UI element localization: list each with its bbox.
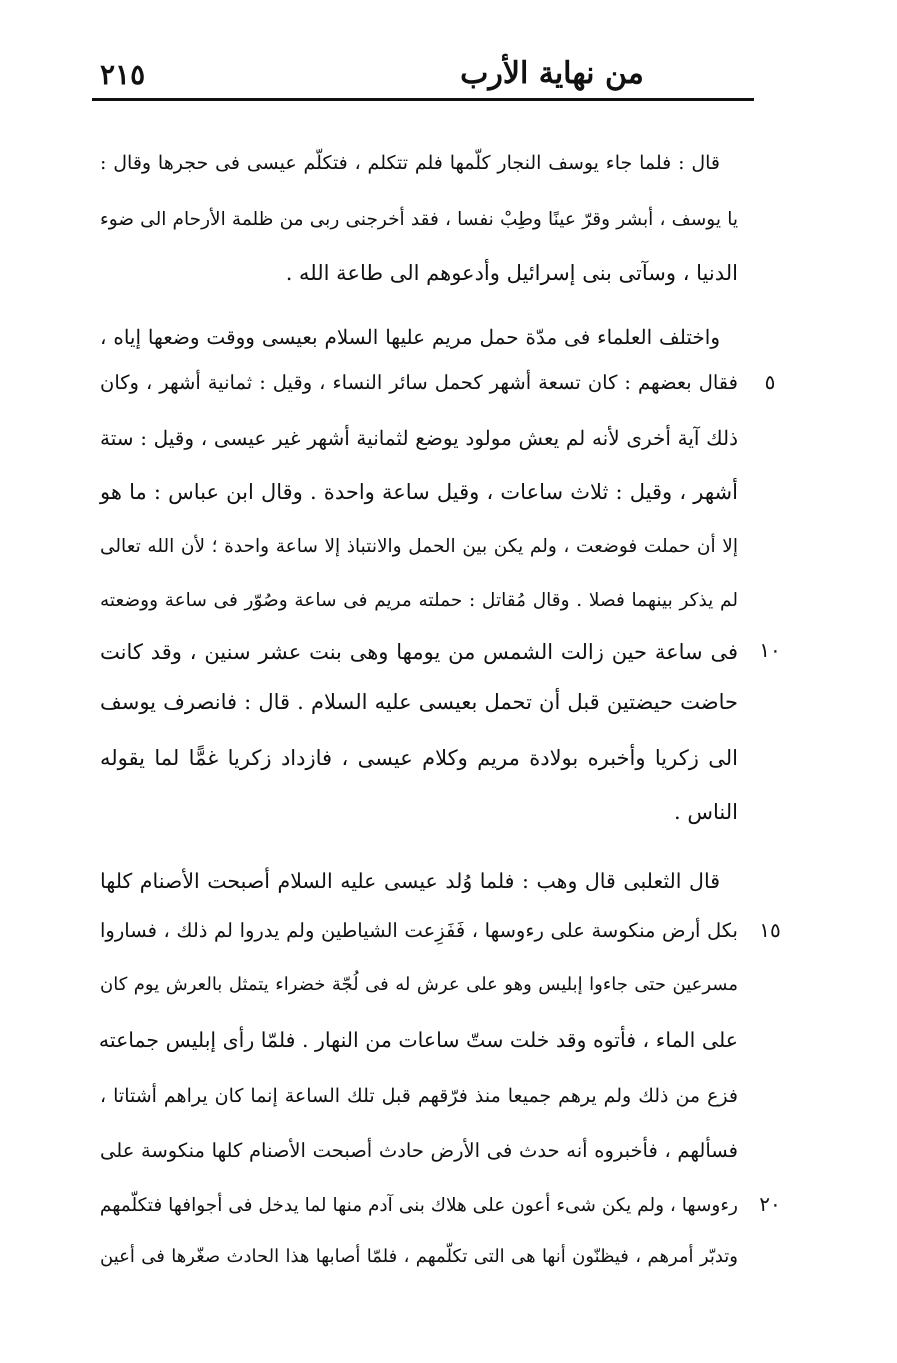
header-rule xyxy=(92,98,754,101)
running-title: من نهاية الأرب xyxy=(460,56,644,91)
text-line: فسألهم ، فأخبروه أنه حدث فى الأرض حادث أصبحت الأصنام كلها منكوسة على xyxy=(100,1139,738,1162)
line-number: ١٥ xyxy=(759,918,781,942)
page-number: ٢١٥ xyxy=(100,58,146,91)
text-line: قال الثعلبى قال وهب : فلما وُلد عيسى عليه السلام أصبحت الأصنام كلها xyxy=(100,869,720,893)
text-line: قال : فلما جاء يوسف النجار كلّمها فلم تتكلم ، فتكلّم عيسى فى حجرها وقال : xyxy=(100,152,720,174)
text-line: يا يوسف ، أبشر وقرّ عينًا وطِبْ نفسا ، فقد أخرجنى ربى من ظلمة الأرحام الى ضوء xyxy=(100,209,738,230)
text-line: ذلك آية أخرى لأنه لم يعش مولود يوضع لثمانية أشهر غير عيسى ، وقيل : ستة xyxy=(100,426,738,450)
line-number: ١٠ xyxy=(759,638,781,662)
text-line: أشهر ، وقيل : ثلاث ساعات ، وقيل ساعة واحدة . وقال ابن عباس : ما هو xyxy=(100,480,738,504)
line-number: ٥ xyxy=(764,370,776,394)
text-line: فزع من ذلك ولم يرهم جميعا منذ فرّقهم قبل تلك الساعة إنما كان يراهم أشتاتا ، xyxy=(100,1085,738,1107)
text-line: الى زكريا وأخبره بولادة مريم وكلام عيسى ، فازداد زكريا غمًّا لما يقوله xyxy=(100,746,738,770)
text-line: واختلف العلماء فى مدّة حمل مريم عليها السلام بعيسى ووقت وضعها إياه ، xyxy=(100,325,720,349)
page-header xyxy=(92,52,754,98)
text-line: على الماء ، فأتوه وقد خلت ستّ ساعات من النهار . فلمّا رأى إبليس جماعته xyxy=(98,1028,738,1052)
text-line: فقال بعضهم : كان تسعة أشهر كحمل سائر النساء ، وقيل : ثمانية أشهر ، وكان xyxy=(100,371,738,394)
text-line: الناس . xyxy=(674,800,738,824)
text-line: رءوسها ، ولم يكن شىء أعون على هلاك بنى آدم منها لما يدخل فى أجوافها فتكلّمهم xyxy=(99,1195,738,1216)
text-line: إلا أن حملت فوضعت ، ولم يكن بين الحمل والانتباذ إلا ساعة واحدة ؛ لأن الله تعالى xyxy=(100,536,738,557)
text-line: لم يذكر بينهما فصلا . وقال مُقاتل : حملته مريم فى ساعة وصُوّر فى ساعة ووضعته xyxy=(100,590,738,611)
text-line: الدنيا ، وسآتى بنى إسرائيل وأدعوهم الى طاعة الله . xyxy=(285,261,738,285)
text-line: وتدبّر أمرهم ، فيظنّون أنها هى التى تكلّمهم ، فلمّا أصابها هذا الحادث صغّرها فى أعين xyxy=(100,1246,738,1267)
line-number: ٢٠ xyxy=(759,1192,781,1216)
text-line: فى ساعة حين زالت الشمس من يومها وهى بنت عشر سنين ، وقد كانت xyxy=(100,640,738,664)
text-line: حاضت حيضتين قبل أن تحمل بعيسى عليه السلام . قال : فانصرف يوسف xyxy=(100,690,738,714)
text-line: مسرعين حتى جاءوا إبليس وهو على عرش له فى لُجّة خضراء يتمثل بالعرش يوم كان xyxy=(100,974,738,995)
text-line: بكل أرض منكوسة على رءوسها ، فَفَزِعت الشياطين ولم يدروا لم ذلك ، فساروا xyxy=(100,919,738,942)
